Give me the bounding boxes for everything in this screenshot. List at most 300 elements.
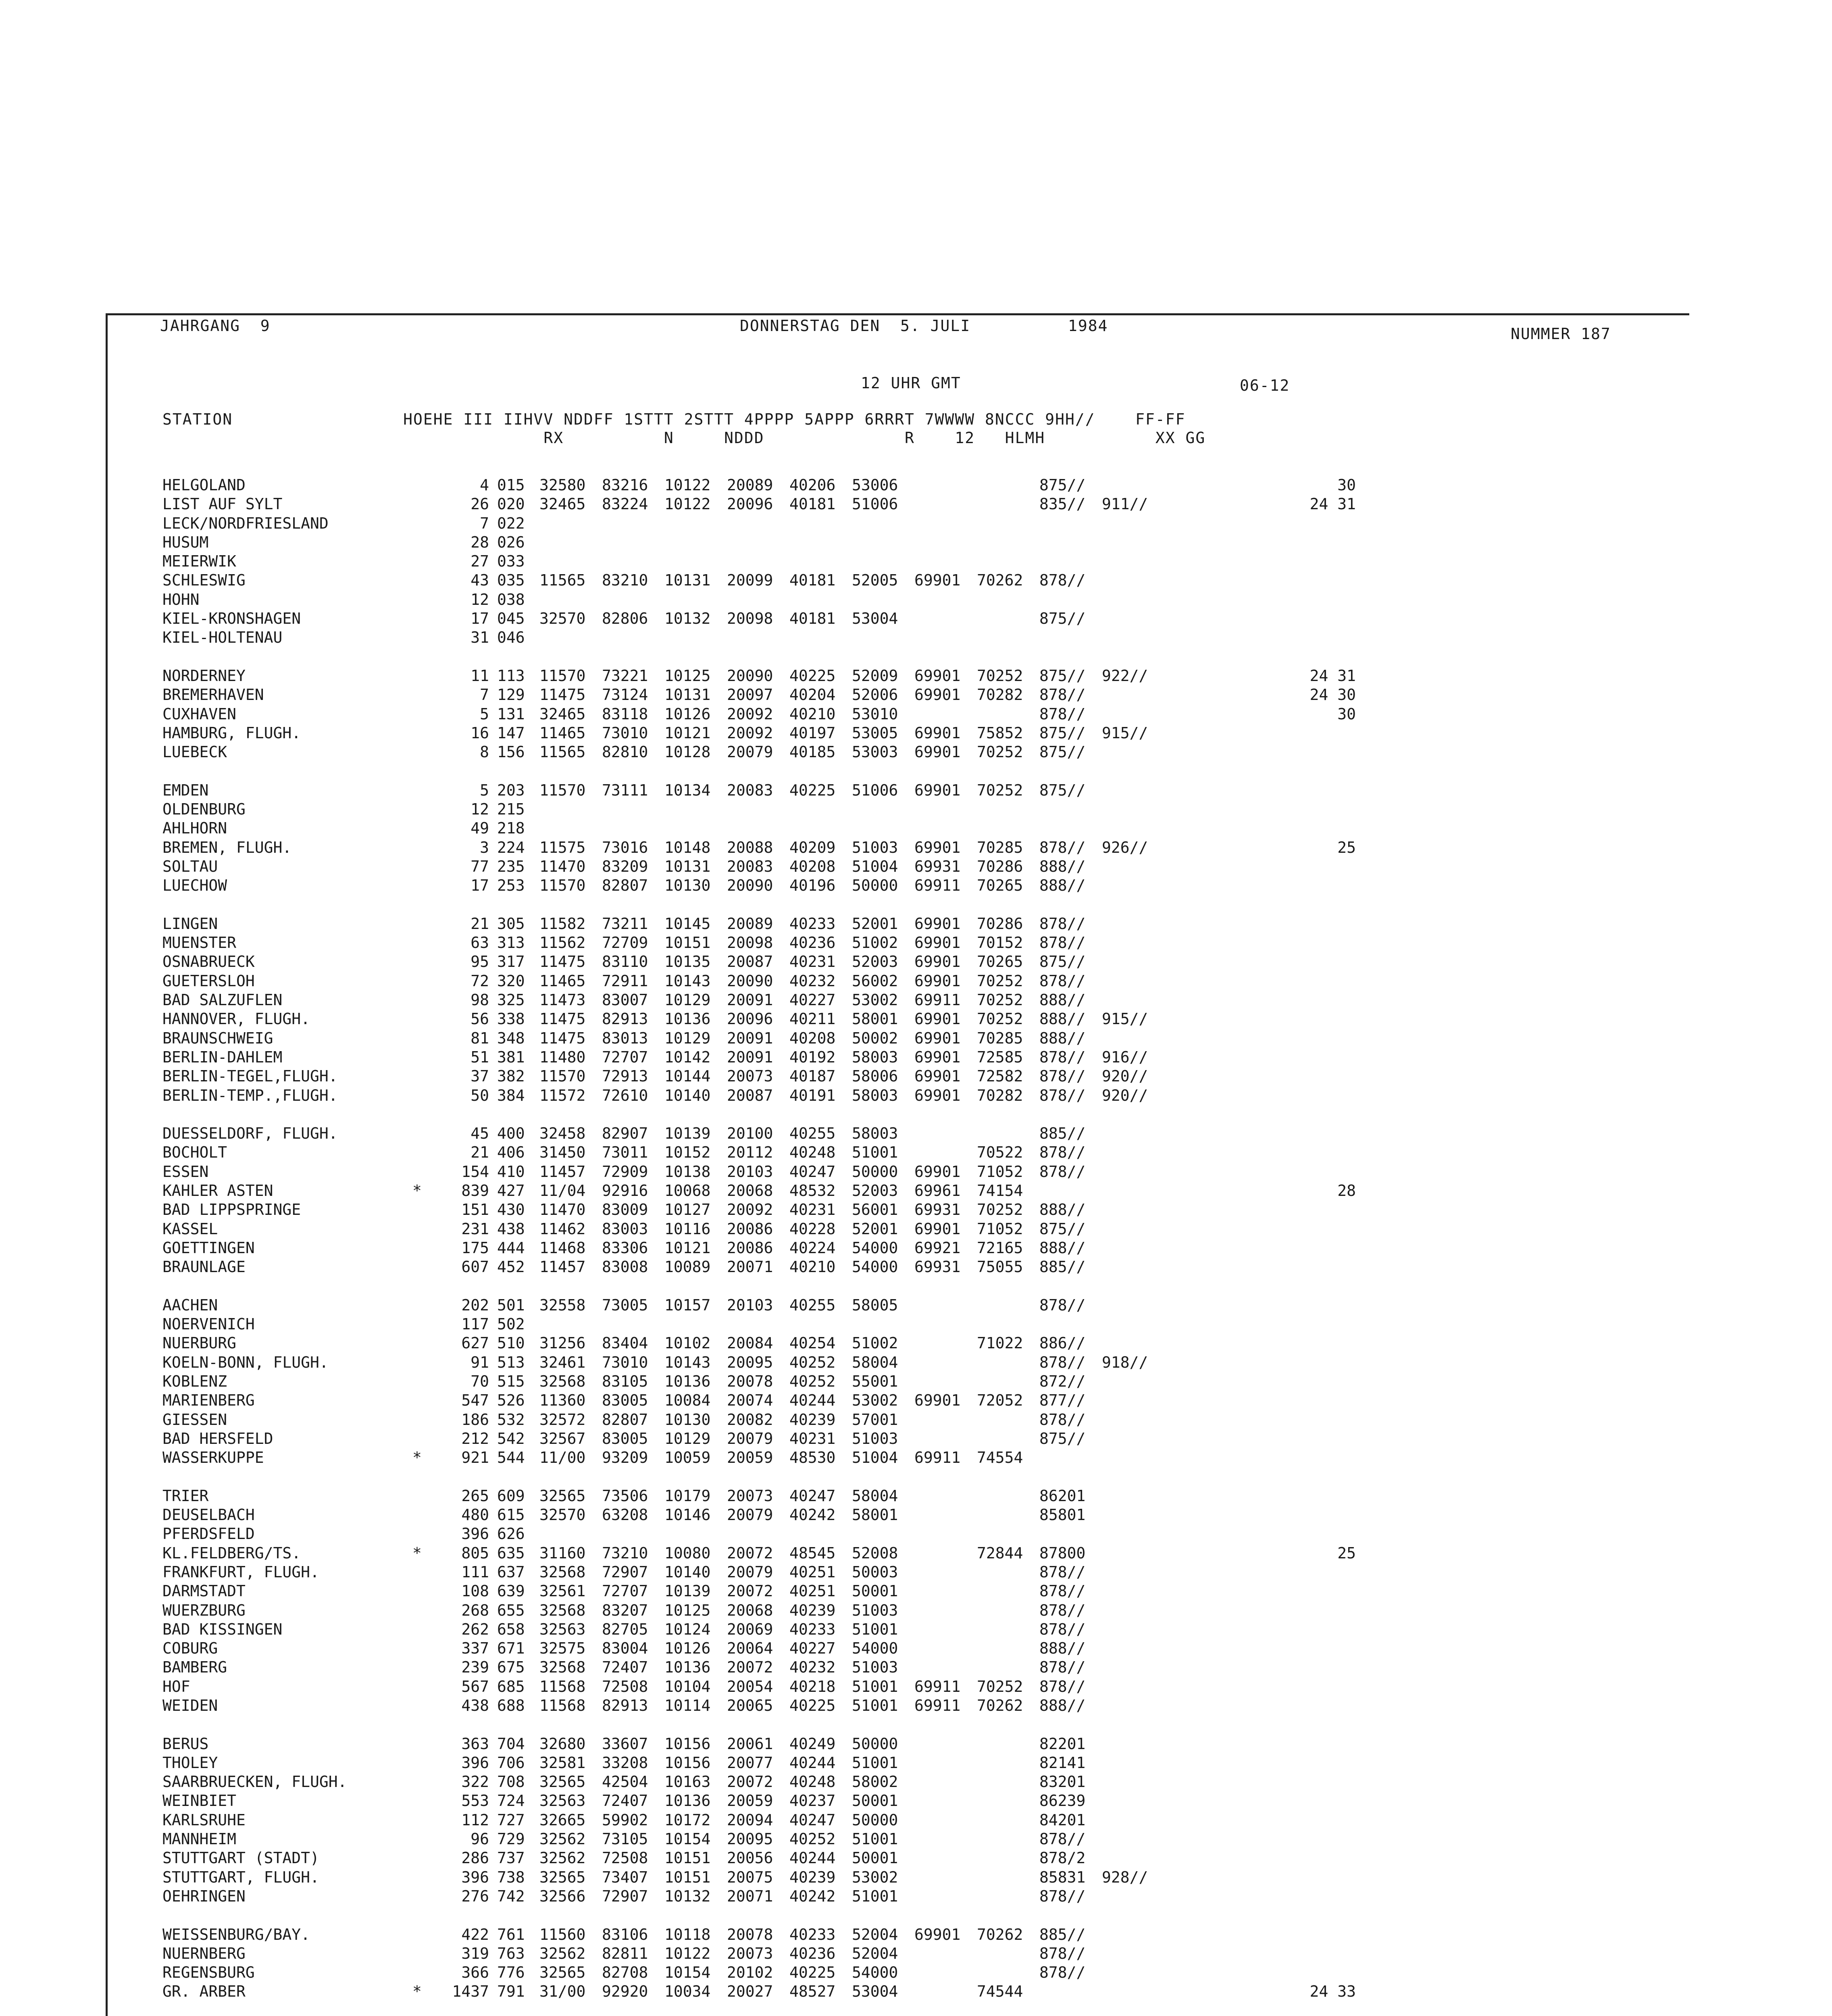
synop-group: 911// <box>1102 495 1148 513</box>
station-id: 658 <box>497 1620 525 1638</box>
synop-group: 75852 <box>977 724 1023 742</box>
synop-group: 11570 <box>539 877 586 895</box>
synop-group: 20064 <box>727 1639 773 1658</box>
synop-group: 10154 <box>664 1964 711 1982</box>
synop-group: 70252 <box>977 1010 1023 1028</box>
synop-group: 875// <box>1039 724 1086 742</box>
synop-group: 878// <box>1039 1601 1086 1619</box>
synop-group: 920// <box>1102 1067 1148 1085</box>
station-id: 671 <box>497 1639 525 1658</box>
station-id: 635 <box>497 1544 525 1562</box>
synop-group: 20086 <box>727 1239 773 1257</box>
synop-group: 878// <box>1039 1830 1086 1848</box>
synop-group: 32680 <box>539 1735 586 1753</box>
synop-group: 20090 <box>727 877 773 895</box>
synop-group: 20072 <box>727 1658 773 1677</box>
synop-group: 82810 <box>602 743 648 761</box>
station-id: 035 <box>497 571 525 589</box>
synop-group: 82907 <box>602 1125 648 1143</box>
synop-group: 40242 <box>789 1887 836 1905</box>
synop-group: 73506 <box>602 1487 648 1505</box>
synop-group: 83008 <box>602 1258 648 1276</box>
station-height: 363 <box>461 1735 489 1753</box>
station-height: 322 <box>461 1773 489 1791</box>
synop-group: 93209 <box>602 1449 648 1467</box>
station-height: 839 <box>461 1181 489 1200</box>
synop-group: 11570 <box>539 1067 586 1085</box>
synop-group: 20089 <box>727 476 773 494</box>
station-height: 805 <box>461 1544 489 1562</box>
station-id: 033 <box>497 552 525 571</box>
synop-group: 11562 <box>539 934 586 952</box>
synop-group: 40244 <box>789 1849 836 1867</box>
station-name: BAD HERSFELD <box>162 1429 273 1447</box>
synop-group: 10124 <box>664 1620 711 1638</box>
station-name: GIESSEN <box>162 1410 227 1429</box>
station-name: SAARBRUECKEN, FLUGH. <box>162 1773 347 1791</box>
wind-gust: 25 <box>1337 838 1356 856</box>
synop-group: 10140 <box>664 1563 711 1581</box>
station-name: NUERNBERG <box>162 1944 246 1962</box>
station-name: HOHN <box>162 590 200 608</box>
synop-group: 70262 <box>977 1697 1023 1714</box>
station-height: 17 <box>470 610 489 628</box>
synop-group: 926// <box>1102 838 1148 856</box>
station-name: NUERBURG <box>162 1334 237 1352</box>
synop-group: 20098 <box>727 934 773 952</box>
synop-group: 40231 <box>789 1429 836 1447</box>
synop-group: 83224 <box>602 495 648 513</box>
synop-group: 32563 <box>539 1792 586 1810</box>
synop-group: 20078 <box>727 1925 773 1943</box>
synop-group: 10156 <box>664 1754 711 1772</box>
station-name: DUESSELDORF, FLUGH. <box>162 1125 338 1143</box>
station-id: 655 <box>497 1601 525 1619</box>
synop-group: 69931 <box>914 1201 961 1219</box>
synop-group: 878// <box>1039 1067 1086 1085</box>
synop-group: 86201 <box>1039 1487 1086 1505</box>
synop-group: 59902 <box>602 1811 648 1829</box>
station-height: 72 <box>470 972 489 990</box>
synop-group: 888// <box>1039 1639 1086 1658</box>
synop-group: 878// <box>1039 571 1086 589</box>
station-name: HELGOLAND <box>162 476 246 494</box>
synop-group: 32572 <box>539 1410 586 1429</box>
station-name: BAD KISSINGEN <box>162 1620 283 1638</box>
synop-group: 10179 <box>664 1487 711 1505</box>
synop-group: 875// <box>1039 476 1086 494</box>
station-id: 026 <box>497 533 525 551</box>
synop-group: 72582 <box>977 1067 1023 1085</box>
synop-group: 53004 <box>852 1983 898 2001</box>
synop-group: 10135 <box>664 953 711 971</box>
synop-group: 20068 <box>727 1601 773 1619</box>
synop-group: 10059 <box>664 1449 711 1467</box>
synop-group: 40227 <box>789 991 836 1009</box>
station-height: 396 <box>461 1868 489 1886</box>
synop-group: 40249 <box>789 1735 836 1753</box>
synop-group: 58003 <box>852 1086 898 1104</box>
synop-group: 878// <box>1039 1086 1086 1104</box>
synop-group: 10154 <box>664 1830 711 1848</box>
synop-group: 72709 <box>602 934 648 952</box>
synop-group: 70252 <box>977 972 1023 990</box>
synop-group: 40192 <box>789 1048 836 1066</box>
station-id: 325 <box>497 991 525 1009</box>
synop-group: 70252 <box>977 743 1023 761</box>
station-id: 156 <box>497 743 525 761</box>
station-name: AHLHORN <box>162 819 227 837</box>
synop-group: 83118 <box>602 705 648 723</box>
synop-group: 40218 <box>789 1677 836 1695</box>
station-id: 452 <box>497 1258 525 1276</box>
synop-group: 72508 <box>602 1849 648 1867</box>
synop-group: 70252 <box>977 781 1023 799</box>
synop-group: 40248 <box>789 1143 836 1162</box>
station-height: 265 <box>461 1487 489 1505</box>
synop-group: 20099 <box>727 571 773 589</box>
synop-group: 52005 <box>852 571 898 589</box>
station-name: GOETTINGEN <box>162 1239 255 1257</box>
synop-group: 69901 <box>914 1925 961 1943</box>
synop-group: 920// <box>1102 1086 1148 1104</box>
synop-group: 10152 <box>664 1143 711 1162</box>
synop-group: 69931 <box>914 1258 961 1276</box>
station-name: BOCHOLT <box>162 1143 227 1162</box>
station-id: 338 <box>497 1010 525 1028</box>
station-height: 396 <box>461 1525 489 1543</box>
synop-group: 20077 <box>727 1754 773 1772</box>
synop-group: 72610 <box>602 1086 648 1104</box>
synop-group: 50000 <box>852 877 898 895</box>
station-height: 239 <box>461 1658 489 1677</box>
synop-group: 878// <box>1039 705 1086 723</box>
synop-group: 50002 <box>852 1029 898 1047</box>
synop-group: 40197 <box>789 724 836 742</box>
synop-group: 83009 <box>602 1201 648 1219</box>
station-name: MUENSTER <box>162 934 237 952</box>
station-name: NOERVENICH <box>162 1315 255 1333</box>
synop-group: 40225 <box>789 781 836 799</box>
station-id: 381 <box>497 1048 525 1066</box>
station-height: 1437 <box>452 1983 489 2001</box>
station-height: 366 <box>461 1964 489 1982</box>
station-height: 21 <box>470 1143 489 1162</box>
synop-group: 11465 <box>539 972 586 990</box>
synop-group: 878// <box>1039 1582 1086 1600</box>
synop-group: 875// <box>1039 953 1086 971</box>
synop-group: 10143 <box>664 972 711 990</box>
station-name: STUTTGART, FLUGH. <box>162 1868 319 1886</box>
synop-group: 92916 <box>602 1181 648 1200</box>
station-height: 3 <box>480 838 489 856</box>
synop-group: 20103 <box>727 1296 773 1314</box>
station-name: TRIER <box>162 1487 209 1505</box>
synop-group: 885// <box>1039 1925 1086 1943</box>
synop-group: 10125 <box>664 666 711 685</box>
synop-group: 50001 <box>852 1582 898 1600</box>
synop-group: 52003 <box>852 1181 898 1200</box>
synop-group: 20090 <box>727 972 773 990</box>
synop-group: 72508 <box>602 1677 648 1695</box>
synop-group: 69901 <box>914 1029 961 1047</box>
synop-group: 73211 <box>602 914 648 933</box>
synop-group: 71052 <box>977 1220 1023 1238</box>
synop-group: 82913 <box>602 1010 648 1028</box>
synop-group: 32581 <box>539 1754 586 1772</box>
station-id: 224 <box>497 838 525 856</box>
station-name: OLDENBURG <box>162 800 246 818</box>
synop-group: 20096 <box>727 1010 773 1028</box>
station-id: 637 <box>497 1563 525 1581</box>
synop-group: 20072 <box>727 1544 773 1562</box>
synop-group: 878// <box>1039 1677 1086 1695</box>
synop-group: 70262 <box>977 1925 1023 1943</box>
synop-group: 10129 <box>664 1029 711 1047</box>
synop-group: 10126 <box>664 1639 711 1658</box>
synop-group: 11457 <box>539 1162 586 1181</box>
synop-group: 40227 <box>789 1639 836 1658</box>
synop-group: 69901 <box>914 1220 961 1238</box>
synop-group: 11565 <box>539 743 586 761</box>
station-id: 131 <box>497 705 525 723</box>
synop-group: 11565 <box>539 571 586 589</box>
year-label: 1984 <box>1068 317 1108 335</box>
synop-group: 83209 <box>602 857 648 875</box>
station-name: BERLIN-DAHLEM <box>162 1048 283 1066</box>
synop-group: 10130 <box>664 1410 711 1429</box>
synop-group: 32665 <box>539 1811 586 1829</box>
synop-group: 69911 <box>914 1697 961 1714</box>
synop-group: 72707 <box>602 1048 648 1066</box>
synop-group: 20075 <box>727 1868 773 1886</box>
synop-group: 53002 <box>852 991 898 1009</box>
station-id: 438 <box>497 1220 525 1238</box>
synop-group: 20103 <box>727 1162 773 1181</box>
synop-group: 69901 <box>914 1391 961 1410</box>
synop-group: 40181 <box>789 571 836 589</box>
synop-group: 82807 <box>602 877 648 895</box>
station-height: 921 <box>461 1449 489 1467</box>
synop-group: 82705 <box>602 1620 648 1638</box>
synop-group: 69901 <box>914 1067 961 1085</box>
synop-group: 54000 <box>852 1258 898 1276</box>
synop-group: 51001 <box>852 1677 898 1695</box>
synop-group: 915// <box>1102 724 1148 742</box>
synop-group: 878// <box>1039 1296 1086 1314</box>
synop-group: 83003 <box>602 1220 648 1238</box>
station-height: 96 <box>470 1830 489 1848</box>
synop-group: 83105 <box>602 1372 648 1390</box>
synop-group: 73124 <box>602 686 648 704</box>
synop-group: 20078 <box>727 1372 773 1390</box>
station-height: 438 <box>461 1697 489 1714</box>
synop-group: 51003 <box>852 1658 898 1677</box>
synop-group: 10139 <box>664 1125 711 1143</box>
station-height: 4 <box>480 476 489 494</box>
synop-group: 40252 <box>789 1372 836 1390</box>
wind-gust: 24 31 <box>1309 666 1356 685</box>
synop-group: 69901 <box>914 953 961 971</box>
synop-group: 32465 <box>539 705 586 723</box>
synop-group: 11582 <box>539 914 586 933</box>
synop-group: 71052 <box>977 1162 1023 1181</box>
synop-group: 20073 <box>727 1067 773 1085</box>
station-name: MANNHEIM <box>162 1830 237 1848</box>
synop-group: 20091 <box>727 1029 773 1047</box>
synop-group: 73010 <box>602 1353 648 1371</box>
station-id: 515 <box>497 1372 525 1390</box>
column-header-row2: RX N NDDD R 12 HLMH XX GG <box>162 429 1206 447</box>
station-height: 17 <box>470 877 489 895</box>
synop-group: 10122 <box>664 476 711 494</box>
synop-group: 73407 <box>602 1868 648 1886</box>
station-id: 513 <box>497 1353 525 1371</box>
mountain-station-mark: * <box>412 1983 422 2001</box>
synop-group: 51004 <box>852 1449 898 1467</box>
synop-group: 40233 <box>789 914 836 933</box>
station-id: 626 <box>497 1525 525 1543</box>
synop-group: 20086 <box>727 1220 773 1238</box>
synop-group: 20071 <box>727 1887 773 1905</box>
synop-group: 86239 <box>1039 1792 1086 1810</box>
synop-group: 10068 <box>664 1181 711 1200</box>
station-height: 56 <box>470 1010 489 1028</box>
synop-group: 10130 <box>664 877 711 895</box>
station-height: 151 <box>461 1201 489 1219</box>
synop-group: 10131 <box>664 857 711 875</box>
synop-group: 10080 <box>664 1544 711 1562</box>
synop-group: 10148 <box>664 838 711 856</box>
synop-group: 58001 <box>852 1506 898 1524</box>
station-height: 77 <box>470 857 489 875</box>
synop-group: 70286 <box>977 857 1023 875</box>
synop-group: 10136 <box>664 1010 711 1028</box>
synop-group: 20079 <box>727 1563 773 1581</box>
synop-group: 92920 <box>602 1983 648 2001</box>
station-id: 113 <box>497 666 525 685</box>
synop-group: 20056 <box>727 1849 773 1867</box>
station-height: 112 <box>461 1811 489 1829</box>
synop-group: 72909 <box>602 1162 648 1181</box>
station-id: 406 <box>497 1143 525 1162</box>
synop-group: 72165 <box>977 1239 1023 1257</box>
synop-group: 52004 <box>852 1944 898 1962</box>
station-height: 262 <box>461 1620 489 1638</box>
synop-group: 878// <box>1039 934 1086 952</box>
synop-group: 20095 <box>727 1353 773 1371</box>
station-id: 609 <box>497 1487 525 1505</box>
synop-group: 58004 <box>852 1487 898 1505</box>
station-height: 108 <box>461 1582 489 1600</box>
station-id: 038 <box>497 590 525 608</box>
synop-group: 72407 <box>602 1792 648 1810</box>
synop-group: 69901 <box>914 1086 961 1104</box>
synop-group: 40251 <box>789 1563 836 1581</box>
station-height: 276 <box>461 1887 489 1905</box>
station-name: KAHLER ASTEN <box>162 1181 273 1200</box>
station-id: 313 <box>497 934 525 952</box>
synop-group: 20079 <box>727 743 773 761</box>
synop-group: 40232 <box>789 972 836 990</box>
synop-group: 10134 <box>664 781 711 799</box>
synop-group: 32568 <box>539 1563 586 1581</box>
station-name: BAD SALZUFLEN <box>162 991 283 1009</box>
synop-group: 878// <box>1039 1563 1086 1581</box>
synop-group: 878// <box>1039 1944 1086 1962</box>
synop-group: 888// <box>1039 877 1086 895</box>
synop-group: 20084 <box>727 1334 773 1352</box>
synop-group: 10104 <box>664 1677 711 1695</box>
station-name: COBURG <box>162 1639 218 1658</box>
synop-group: 11462 <box>539 1220 586 1238</box>
synop-group: 20068 <box>727 1181 773 1200</box>
synop-group: 83207 <box>602 1601 648 1619</box>
synop-group: 40252 <box>789 1353 836 1371</box>
synop-group: 10116 <box>664 1220 711 1238</box>
station-name: LIST AUF SYLT <box>162 495 283 513</box>
synop-group: 878// <box>1039 686 1086 704</box>
station-id: 444 <box>497 1239 525 1257</box>
station-id: 430 <box>497 1201 525 1219</box>
synop-group: 74544 <box>977 1983 1023 2001</box>
station-id: 203 <box>497 781 525 799</box>
synop-group: 87800 <box>1039 1544 1086 1562</box>
synop-group: 40247 <box>789 1811 836 1829</box>
synop-group: 20083 <box>727 857 773 875</box>
station-id: 544 <box>497 1449 525 1467</box>
synop-group: 54000 <box>852 1639 898 1658</box>
synop-group: 32580 <box>539 476 586 494</box>
synop-group: 10145 <box>664 914 711 933</box>
synop-group: 40225 <box>789 1697 836 1714</box>
synop-group: 875// <box>1039 1220 1086 1238</box>
synop-group: 69901 <box>914 666 961 685</box>
synop-group: 50000 <box>852 1162 898 1181</box>
synop-group: 32575 <box>539 1639 586 1658</box>
synop-group: 40228 <box>789 1220 836 1238</box>
synop-group: 20095 <box>727 1830 773 1848</box>
synop-group: 69901 <box>914 934 961 952</box>
station-id: 542 <box>497 1429 525 1447</box>
synop-group: 40236 <box>789 1944 836 1962</box>
synop-group: 84201 <box>1039 1811 1086 1829</box>
wind-gust: 30 <box>1337 476 1356 494</box>
station-id: 253 <box>497 877 525 895</box>
synop-group: 10144 <box>664 1067 711 1085</box>
synop-group: 70282 <box>977 686 1023 704</box>
wind-gust: 24 31 <box>1309 495 1356 513</box>
synop-group: 32565 <box>539 1487 586 1505</box>
station-id: 727 <box>497 1811 525 1829</box>
synop-group: 11465 <box>539 724 586 742</box>
synop-group: 69901 <box>914 781 961 799</box>
synop-group: 32558 <box>539 1296 586 1314</box>
synop-group: 878// <box>1039 1048 1086 1066</box>
synop-group: 20059 <box>727 1449 773 1467</box>
synop-group: 10138 <box>664 1162 711 1181</box>
synop-group: 20069 <box>727 1620 773 1638</box>
synop-group: 70252 <box>977 1201 1023 1219</box>
station-id: 502 <box>497 1315 525 1333</box>
synop-group: 48545 <box>789 1544 836 1562</box>
issue-number: NUMMER 187 <box>1511 325 1611 343</box>
station-id: 348 <box>497 1029 525 1047</box>
synop-group: 72913 <box>602 1067 648 1085</box>
synop-group: 10089 <box>664 1258 711 1276</box>
station-id: 615 <box>497 1506 525 1524</box>
station-name: WASSERKUPPE <box>162 1449 264 1467</box>
